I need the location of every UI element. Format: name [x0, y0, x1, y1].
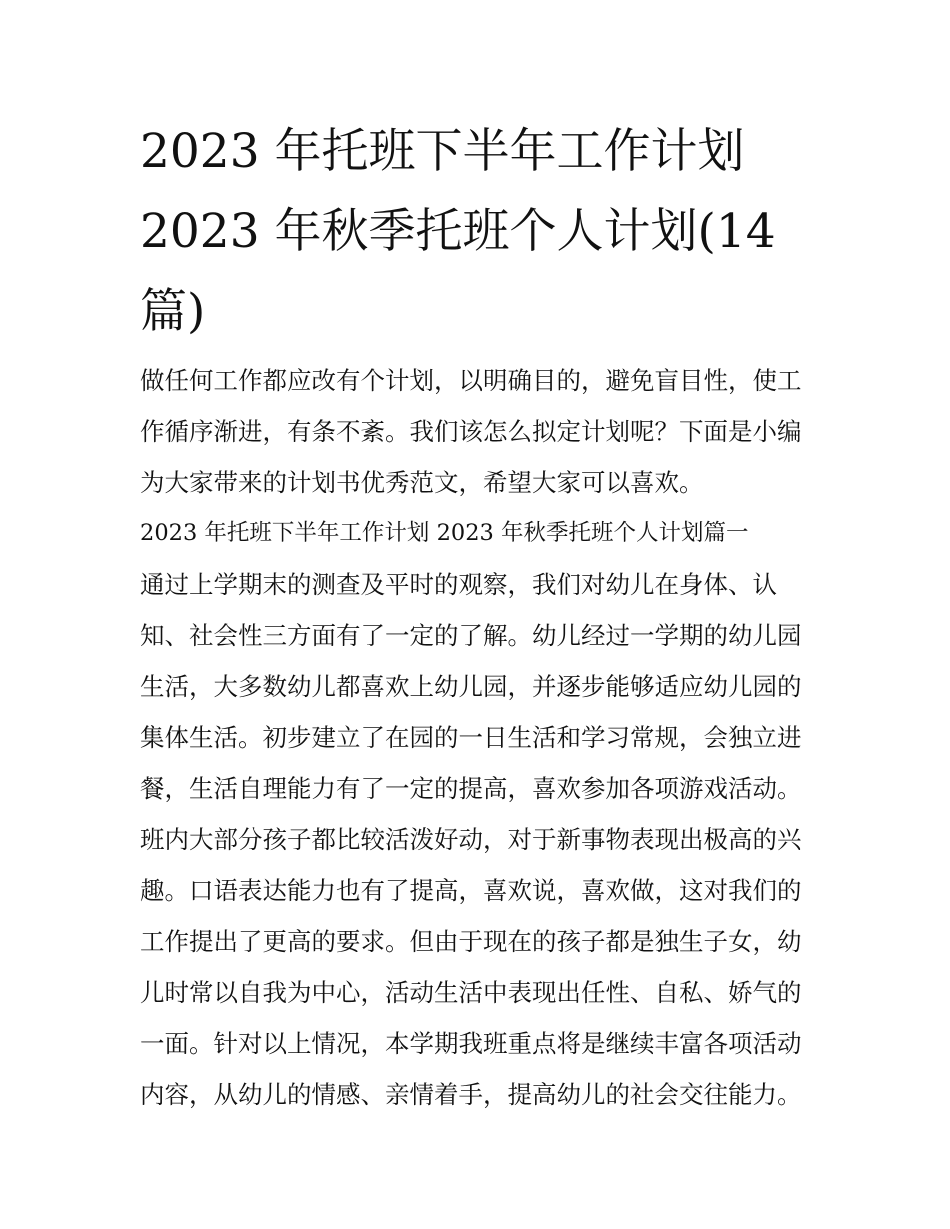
body-line: 班内大部分孩子都比较活泼好动，对于新事物表现出极高的兴 — [140, 825, 802, 854]
body-line: 一面。针对以上情况，本学期我班重点将是继续丰富各项活动 — [140, 1029, 802, 1058]
body-line: 趣。口语表达能力也有了提高，喜欢说，喜欢做，这对我们的 — [140, 876, 802, 905]
title-line-1: 2023 年托班下半年工作计划 — [140, 124, 745, 179]
body-line: 集体生活。初步建立了在园的一日生活和学习常规，会独立进 — [140, 723, 802, 752]
section-heading: 2023 年托班下半年工作计划 2023 年秋季托班个人计划篇一 — [140, 520, 749, 546]
body-line: 做任何工作都应改有个计划，以明确目的，避免盲目性，使工 — [140, 366, 802, 395]
body-line: 通过上学期末的测查及平时的观察，我们对幼儿在身体、认 — [140, 570, 777, 599]
document-body — [140, 355, 820, 1120]
body-line: 工作提出了更高的要求。但由于现在的孩子都是独生子女，幼 — [140, 927, 802, 956]
title-line-2: 2023 年秋季托班个人计划(14 — [140, 204, 776, 259]
body-line: 餐，生活自理能力有了一定的提高，喜欢参加各项游戏活动。 — [140, 774, 802, 803]
body-line: 为大家带来的计划书优秀范文，希望大家可以喜欢。 — [140, 468, 704, 497]
body-line: 儿时常以自我为中心，活动生活中表现出任性、自私、娇气的 — [140, 978, 802, 1007]
body-line: 生活，大多数幼儿都喜欢上幼儿园，并逐步能够适应幼儿园的 — [140, 672, 802, 701]
body-line: 作循序渐进，有条不紊。我们该怎么拟定计划呢？下面是小编 — [140, 417, 802, 446]
document-title — [140, 112, 820, 352]
body-line: 内容，从幼儿的情感、亲情着手，提高幼儿的社会交往能力。 — [140, 1080, 802, 1109]
body-line: 知、社会性三方面有了一定的了解。幼儿经过一学期的幼儿园 — [140, 621, 802, 650]
title-line-3: 篇) — [140, 284, 206, 339]
